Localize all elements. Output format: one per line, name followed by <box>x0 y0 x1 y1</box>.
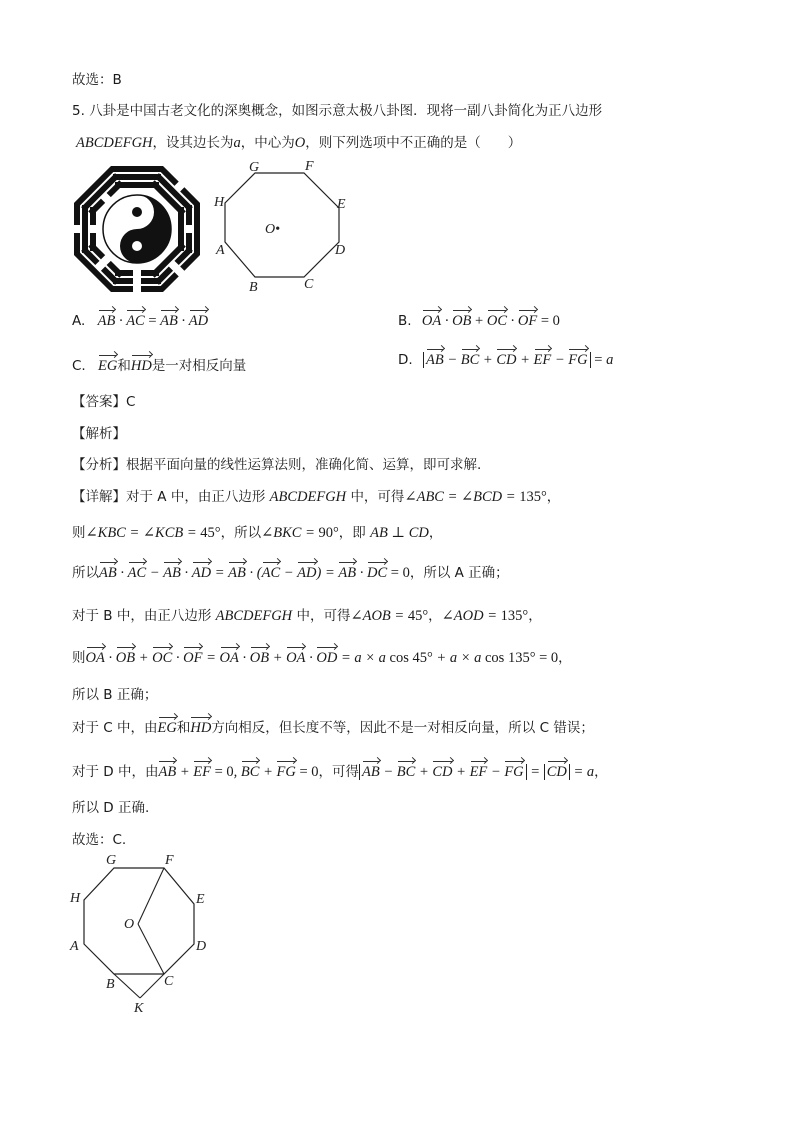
detail-line-4: 对于 B 中，由正八边形 ABCDEFGH 中，可得∠AOB = 45°，∠AOD = 135°， <box>72 608 542 624</box>
octagon-figure-2 <box>60 848 220 1018</box>
bagua-taiji-image <box>70 162 204 296</box>
analysis-summary: 【分析】根据平面向量的线性运算法则，准确化简、运算，即可求解. <box>72 457 482 473</box>
vertex-label-h: H <box>214 195 225 210</box>
vertex-label-a: A <box>70 939 79 954</box>
vertex-label-g: G <box>106 853 117 868</box>
option-a: A. AB · AC = AB · AD <box>72 313 209 329</box>
vertex-label-b: B <box>106 977 115 992</box>
previous-answer: 故选：B <box>72 72 122 88</box>
detail-line-6: 所以 B 正确； <box>72 687 158 703</box>
vertex-label-h: H <box>70 891 81 906</box>
question-number: 5. <box>72 103 85 119</box>
detail-line-2: 则∠KBC = ∠KCB = 45°，所以∠BKC = 90°，即 AB ⊥ CD， <box>72 525 443 541</box>
polygon-name: ABCDEFGH <box>76 135 153 151</box>
question-stem-line2: ABCDEFGH，设其边长为a，中心为O，则下列选项中不正确的是（ ） <box>76 135 522 151</box>
vertex-label-e: E <box>337 197 346 212</box>
vertex-label-b: B <box>249 280 258 295</box>
vertex-label-a: A <box>216 243 225 258</box>
final-answer: 故选：C. <box>72 832 127 848</box>
vertex-label-c: C <box>164 974 174 989</box>
question-stem-line1 <box>72 99 602 119</box>
question-stem-text: 八卦是中国古老文化的深奥概念，如图示意太极八卦图．现将一副八卦简化为正八边形 <box>89 103 603 119</box>
option-d: D. AB − BC + CD + EF − FG = a <box>398 352 614 368</box>
detail-line-3: 所以AB · AC − AB · AD = AB · (AC − AD) = AB · DC = 0，所以 A 正确； <box>72 565 509 581</box>
point-label-k: K <box>134 1001 144 1016</box>
answer: 【答案】C <box>72 394 136 410</box>
option-c: C. EG和HD是一对相反向量 <box>72 358 247 374</box>
detail-line-9: 所以 D 正确. <box>72 800 150 816</box>
detail-line-8: 对于 D 中，由AB + EF = 0, BC + FG = 0，可得 AB − BC + CD + EF − FG = CD = a， <box>72 764 608 780</box>
detail-line-7: 对于 C 中，由EG和HD方向相反，但长度不等，因此不是一对相反向量，所以 C 错误； <box>72 720 594 736</box>
vertex-label-f: F <box>305 159 314 174</box>
vertex-label-d: D <box>335 243 346 258</box>
vertex-label-d: D <box>196 939 207 954</box>
analysis-title: 【解析】 <box>72 426 126 442</box>
option-b: B. OA · OB + OC · OF = 0 <box>398 313 560 329</box>
vertex-label-g: G <box>249 160 260 175</box>
center-label: O• <box>265 222 281 237</box>
vertex-label-f: F <box>165 853 174 868</box>
vertex-label-c: C <box>304 277 314 292</box>
detail-line-1: 【详解】对于 A 中，由正八边形 ABCDEFGH 中，可得∠ABC = ∠BCD = 135°， <box>72 489 561 505</box>
center-label: O <box>124 917 135 932</box>
octagon-figure-1 <box>210 155 360 300</box>
taiji-symbol <box>103 195 171 263</box>
detail-line-5: 则OA · OB + OC · OF = OA · OB + OA · OD = a × a cos 45° + a × a cos 135° = 0， <box>72 650 572 666</box>
vertex-label-e: E <box>196 892 205 907</box>
